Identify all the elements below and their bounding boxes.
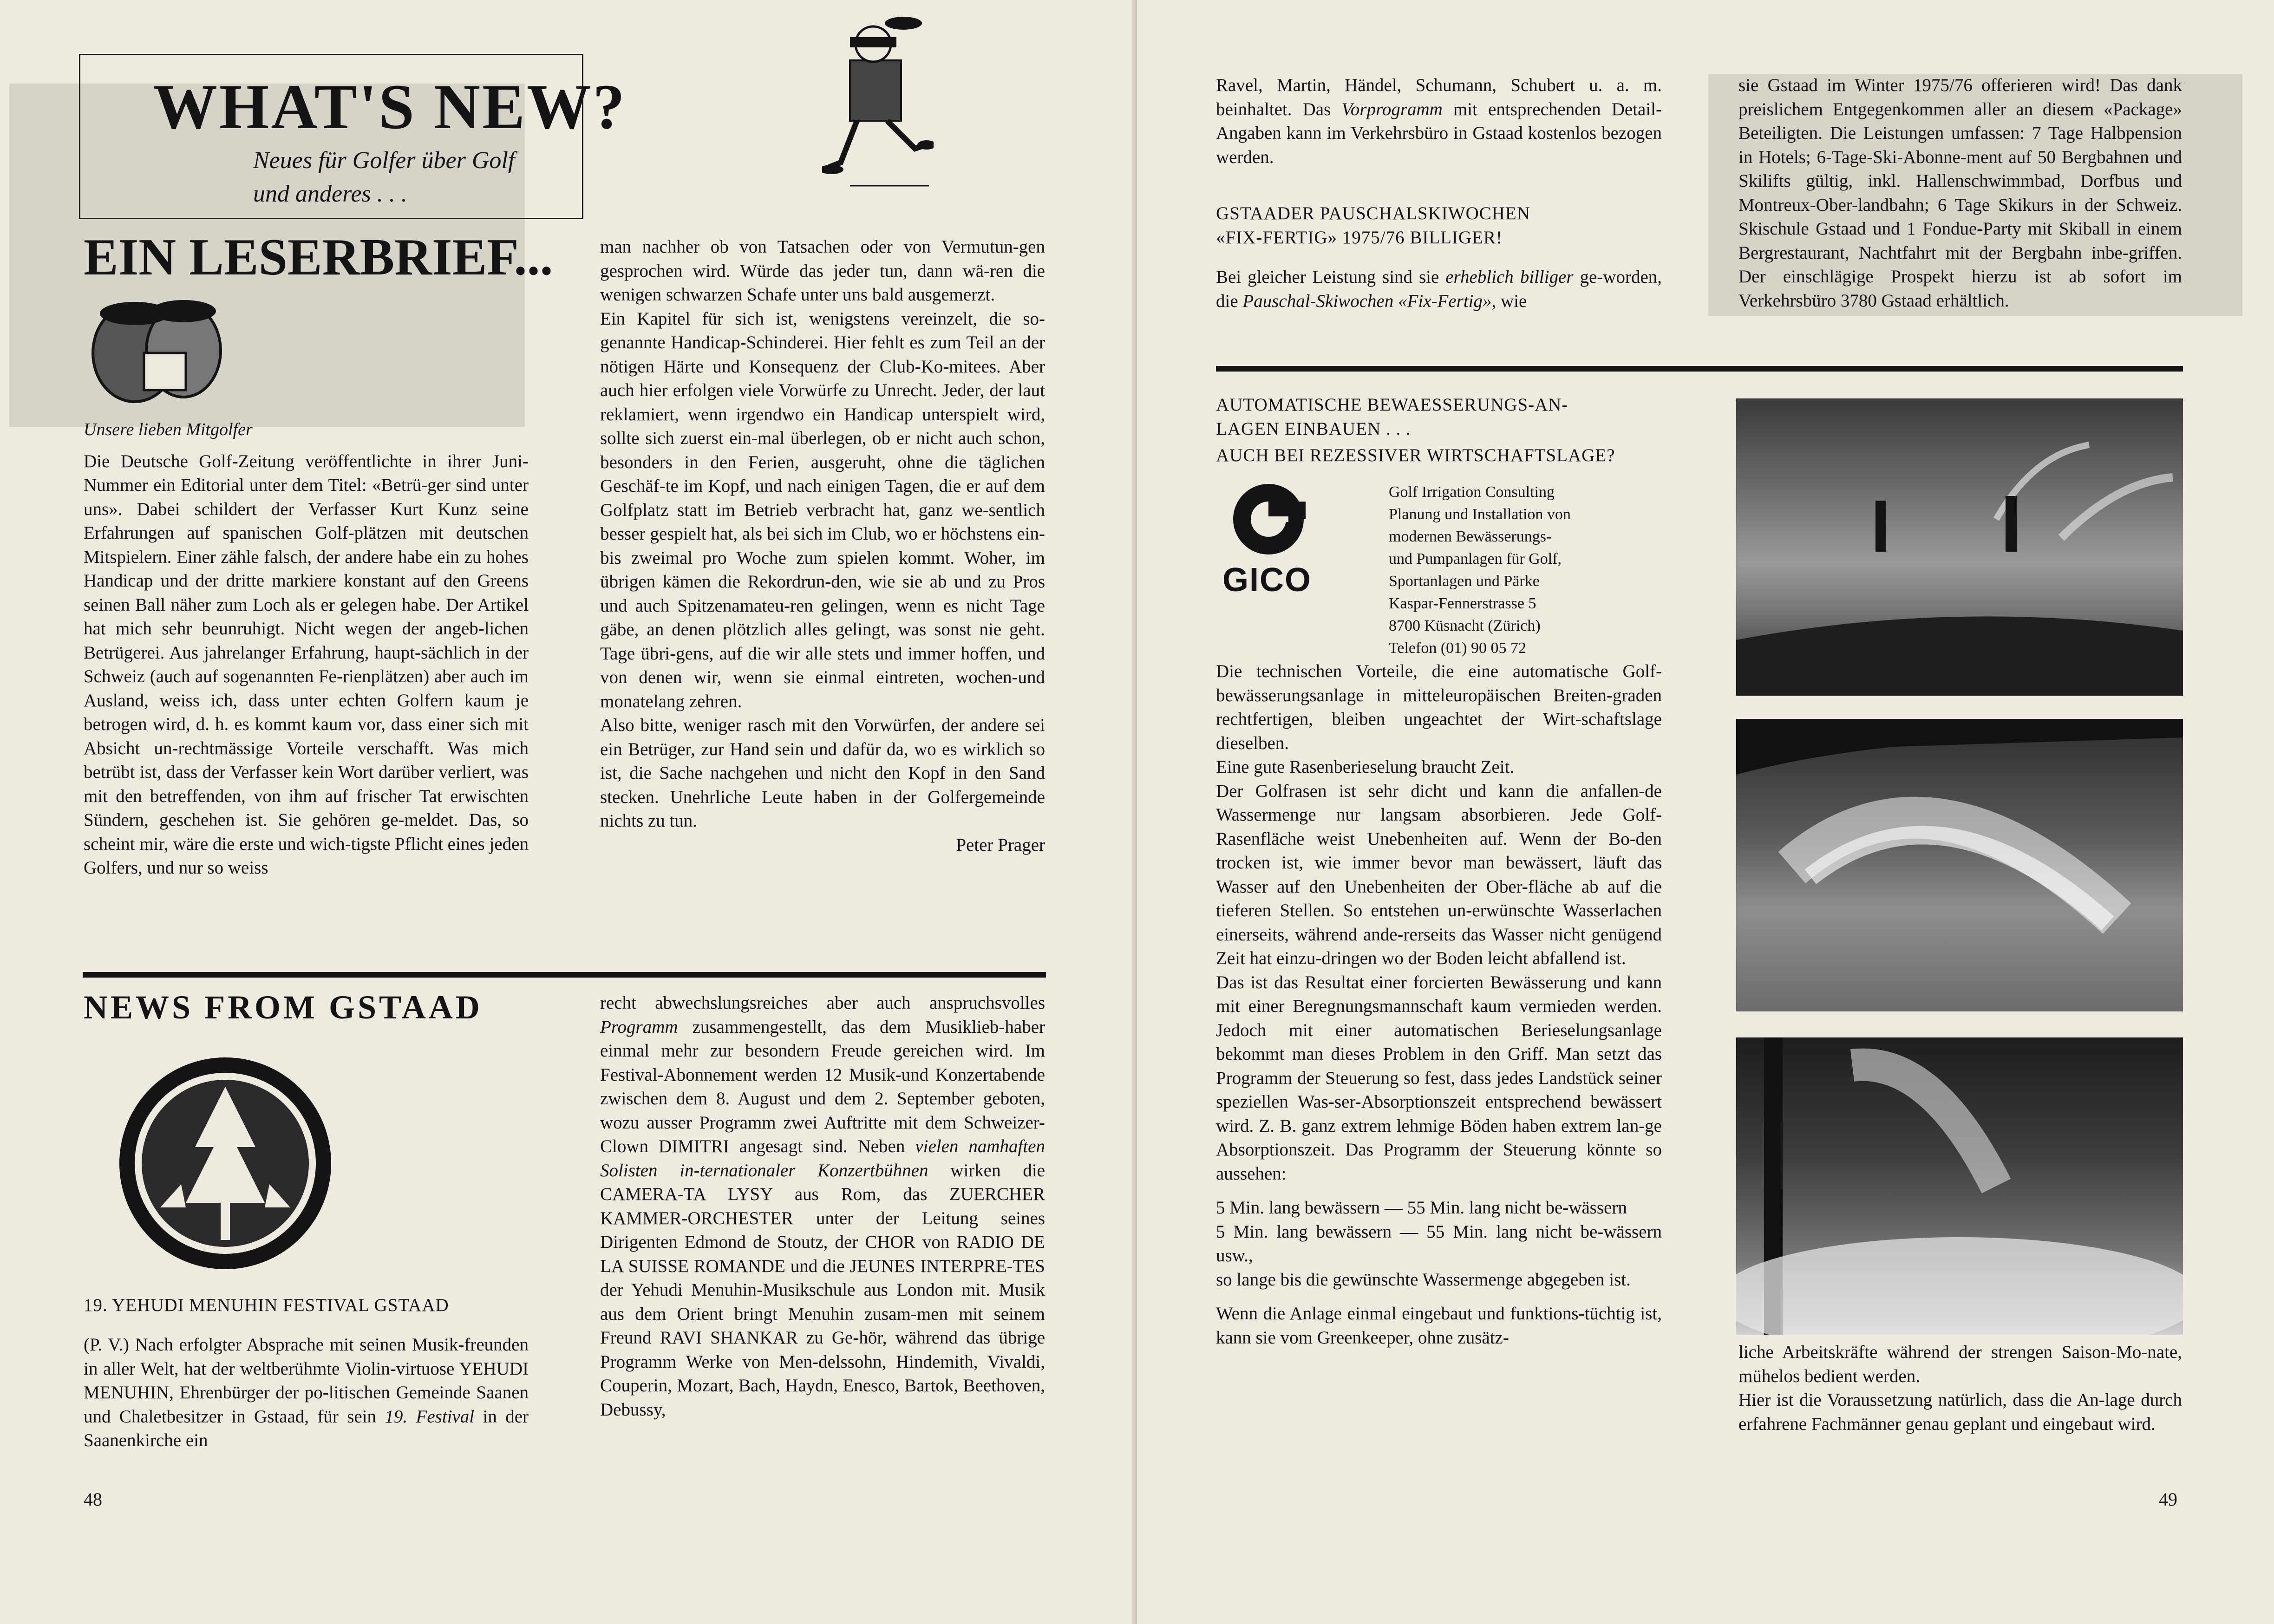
right-page [1137,0,2274,1624]
leserbrief-column-2 [600,235,1045,857]
ski-italic-1: erheblich billiger [1445,267,1574,287]
irrigation-body: Die technischen Vorteile, die eine automatische Golf-bewässerungsanlage in mitteleuropäischen Breiten-graden rechtfertigen, bleiben ungeachtet der Wirt-schaftslage dieselben. Eine gute Rasenberieselung braucht Zeit. Der Golfrasen ist sehr dicht und kann die anfallen-de Wassermenge nur langsam absorbieren. Jede Golf-Rasenfläche weist Unebenheiten auf. Wenn der Bo-den trocken ist, wie immer bevor man bewässert, läuft das Wasser auf den Unebenheiten der Ober-fläche ab auf die tieferen Stellen. So entstehen un-erwünschte Wasserlachen einerseits, während ande-rerseits das Wasser nicht genügend Zeit hat einzu-dringen wo der Boden leicht abfallend ist. Das ist das Resultat einer forcierten Bewässerung und kann mit einer Beregnungsmannschaft kaum vermieden werden. Jedoch mit einer automatischen Berieselungsanlage bekommt man dieses Problem in den Griff. Man setzt das Programm der Steuerung so fest, dass jedes Landstück seiner speziellen Was-ser-Absorptionszeit entsprechend bewässert wird. Z. B. ganz extrem lehmige Böden haben extrem lan-ge Absorptionszeit. Das Programm der Steuerung könnte so aussehen: [1216,661,1662,1184]
page-number-right: 49 [2159,1489,2177,1510]
leserbrief-heading: EIN LESERBRIEF... [84,228,553,286]
irrigation-closing: Wenn die Anlage einmal eingebaut und funktions-tüchtig ist, kann sie vom Greenkeeper, ohne zusätz- [1216,1304,1662,1348]
sprinkler-photo-3 [1736,1037,2183,1335]
gico-logo-text: GICO [1222,561,1312,599]
signature: Peter Prager [956,835,1045,855]
leserbrief-column-1 [84,418,529,880]
whats-new-subtitle: Neues für Golfer über Golf und anderes . . . [253,147,515,207]
schedule-3: so lange bis die gewünschte Wassermenge abgegeben ist. [1216,1269,1631,1290]
package-text: sie Gstaad im Winter 1975/76 offerieren wird! Das dank preislichem Entgegenkommen aller an diesem «Package» Beteiligten. Die Leistungen umfassen: 7 Tage Halbpension in Hotels; 6-Tage-Ski-Abonne-ment auf 50 Bergbahnen und Skilifts gültig, inkl. Hallenschwimmbad, Dorfbus und Montreux-Ober-landbahn; 6 Tage Skikurs in der Schweiz. Skischule Gstaad und 1 Fondue-Party mit Skiball in einem Bergrestaurant, Nachtfahrt mit der Bergbahn inbe-griffen. Der einschlägige Prospekt hierzu ist ab sofort im Verkehrsbüro 3780 Gstaad erhältlich. [1738,75,2182,311]
leserbrief-text-1: Die Deutsche Golf-Zeitung veröffentlichte in ihrer Juni-Nummer ein Editorial unter dem Titel: «Betrü-ger sind unter uns». Dabei schildert der Verfasser Kurt Kunz seine Erfahrungen auf spanischen Golf-plätzen mit deutschen Mitspielern. Einer zähle falsch, der andere habe ein zu hohes Handicap und der dritte markiere konstant auf den Greens seinen Ball näher zum Loch als er gelegen habe. Der Artikel hat mich sehr beunruhigt. Nicht wegen der angeb-lichen Betrügerei. Aus jahrelanger Erfahrung, haupt-sächlich in der Schweiz (auch auf sogenannten Fe-rienplätzen) aber auch im Ausland, weiss ich, dass unter echten Golfern kaum je betrogen wird, d. h. es kommt kaum vor, dass einer sich mit Absicht un-rechtmässige Vorteile verschafft. Was mich betrübt ist, dass der Verfasser kein Wort darüber verliert, was mit den betreffenden, von ihm auf frischer Tat erwischten Sündern, geschehen ist. Sie gehören ge-meldet. Das, so scheint mir, wäre die erste und wich-tigste Pflicht eines jeden Golfers, und nur so weiss [84,451,529,878]
irrigation-heading: AUTOMATISCHE BEWAESSERUNGS-AN- LAGEN EINBAUEN . . . AUCH BEI REZESSIVER WIRTSCHAFTSLAGE? [1216,395,1615,465]
news-text-2e: wirken die CAMERA-TA LYSY aus Rom, das ZUERCHER KAMMER-ORCHESTER unter der Leitung seines Dirigenten Edmond de Stoutz, der CHOR von RADIO DE LA SUISSE ROMANDE und die JEUNES INTERPRE-TES der Yehudi Menuhin-Musikschule aus London mit. Musik aus dem Orient bringt Menuhin zusam-men mit seinem Freund RAVI SHANKAR zu Ge-hör, während das übrige Programm Werke von Men-delssohn, Hindemith, Vivaldi, Couperin, Mozart, Bach, Haydn, Enesco, Bartok, Beethoven, Debussy, [600,1160,1045,1420]
news-column-1 [84,1333,529,1453]
irrigation-column-1 [1216,659,1662,1350]
news-text-2a: recht abwechslungsreiches aber auch anspruchsvolles [600,993,1045,1013]
leserbrief-text-2a: man nachher ob von Tatsachen oder von Vermutun-gen gesprochen wird. Würde das jeder tun, dann wä-ren die wenigen schwarzen Schafe unter uns bald ausgemerzt. [600,237,1045,305]
ski-text-a: Bei gleicher Leistung sind sie [1216,267,1439,287]
leserbrief-text-2b: Ein Kapitel für sich ist, wenigstens vereinzelt, die so-genannte Handicap-Schinderei. Hier fehlt es zum Teil an der nötigen Härte und Konsequenz der Club-Ko-mitees. Aber auch hier erfolgen viele Vorwürfe zu Unrecht. Jeder, der laut reklamiert, wenn irgendwo ein Handicap unterspielt wird, sollte sich zuerst ein-mal überlegen, ob er nicht auch schon, besonders in den Ferien, ausgeruht, ohne die täglichen Geschäf-te im Kopf, und nach einigen Tagen, die er auf dem Golfplatz statt im Betrieb verbracht hat, ganz we-sentlich besser gespielt hat, als bei sich im Club, wo er höchstens ein- bis zweimal pro Woche zum spielen kommt. Woher, im übrigen kämen die Rekordrun-den, wie sie ab und zu Pros und auch Spitzenamateu-ren gelingen, wenn es nicht Tage gäbe, an denen plötzlich alles gelingt, was sonst nie geht. Tage übri-gens, auf die wir alle stets und immer hoffen, und von denen wir, wenn sie einmal eintreten, wochen-und monatelang zehren. [600,308,1045,711]
schedule-2: 5 Min. lang bewässern — 55 Min. lang nicht be-wässern usw., [1216,1221,1662,1265]
ravel-text: Ravel, Martin, Händel, Schumann, Schubert u. a. m. beinhaltet. Das [1216,75,1662,119]
news-text-1: (P. V.) Nach erfolgter Absprache mit seinen Musik-freunden in aller Welt, hat der weltberühmte Violin-virtuose YEHUDI MENUHIN, Ehrenbürger der po-litischen Gemeinde Saanen und Chaletbesitzer in Gstaad, für sein [84,1335,529,1427]
right-section-rule [1216,366,2183,372]
news-column-2 [600,991,1045,1422]
golfer-cartoon-image [822,9,934,204]
sprinkler-photo-2 [1736,719,2183,1011]
irrigation-column-2 [1738,1340,2182,1436]
ski-text-b: ge-worden, die [1216,267,1662,311]
right-column-1-top [1216,73,1662,313]
section-rule [83,972,1046,978]
ski-text-c: wie [1501,291,1527,311]
ski-heading-1: GSTAADER PAUSCHALSKIWOCHEN [1216,203,1530,223]
news-heading: NEWS FROM GSTAAD [84,989,483,1026]
readers-cartoon-image [84,293,228,409]
right-column-2-top [1738,73,2182,313]
gico-address: Golf Irrigation Consulting Planung und Installation von modernen Bewässerungs- und Pumpanlagen für Golf, Sportanlagen und Pärke Kaspar-Fennerstrasse 5 8700 Küsnacht (Zürich) Telefon (01) 90 05 72 [1389,483,1571,657]
gstaad-emblem-image [116,1054,334,1272]
salutation: Unsere lieben Mitgolfer [84,420,253,439]
news-text-2c: zusammengestellt, das dem Musiklieb-haber einmal mehr zur besondern Freude gereichen wird. Im Festival-Abonnement werden 12 Musik-und Konzertabende zwischen dem 8. August und dem 2. September geboten, wozu ausser Programm zwei Auftritte mit dem Schweizer-Clown DIMITRI angesagt sind. Neben [600,1017,1045,1156]
page-number-left: 48 [84,1489,102,1510]
news-text-1-tail: in der Saanenkirche ein [84,1406,529,1450]
news-italic-programm: Programm [600,1017,678,1037]
leserbrief-text-2c: Also bitte, weniger rasch mit den Vorwürfen, der andere sei ein Betrüger, zur Hand sein und dafür da, wo es wirklich so ist, die Sache nachgehen und nicht den Kopf in den Sand stecken. Unehrliche Leute haben in der Golfergemeinde nichts zu tun. [600,715,1045,831]
ravel-text-tail: mit entsprechenden Detail-Angaben kann im Verkehrsbüro in Gstaad kostenlos bezogen werden. [1216,99,1662,167]
festival-italic: 19. Festival [385,1406,475,1427]
schedule-1: 5 Min. lang bewässern — 55 Min. lang nicht be-wässern [1216,1198,1627,1218]
vorprogramm-italic: Vorprogramm [1341,99,1443,119]
ski-italic-2: Pauschal-Skiwochen «Fix-Fertig», [1242,291,1496,311]
news-italic-solisten: vielen namhaften Solisten in-ternationaler Konzertbühnen [600,1136,1045,1180]
whats-new-title: WHAT'S NEW? [153,71,627,142]
sprinkler-photo-1 [1736,398,2183,696]
ski-heading-2: «FIX-FERTIG» 1975/76 BILLIGER! [1216,227,1503,248]
irrigation-closing-2: liche Arbeitskräfte während der strengen Saison-Mo-nate, mühelos bedient werden. Hier ist die Voraussetzung natürlich, dass die An-lage durch erfahrene Fachmänner genau geplant und eingebaut wird. [1738,1342,2182,1434]
festival-title: 19. YEHUDI MENUHIN FESTIVAL GSTAAD [84,1295,449,1315]
